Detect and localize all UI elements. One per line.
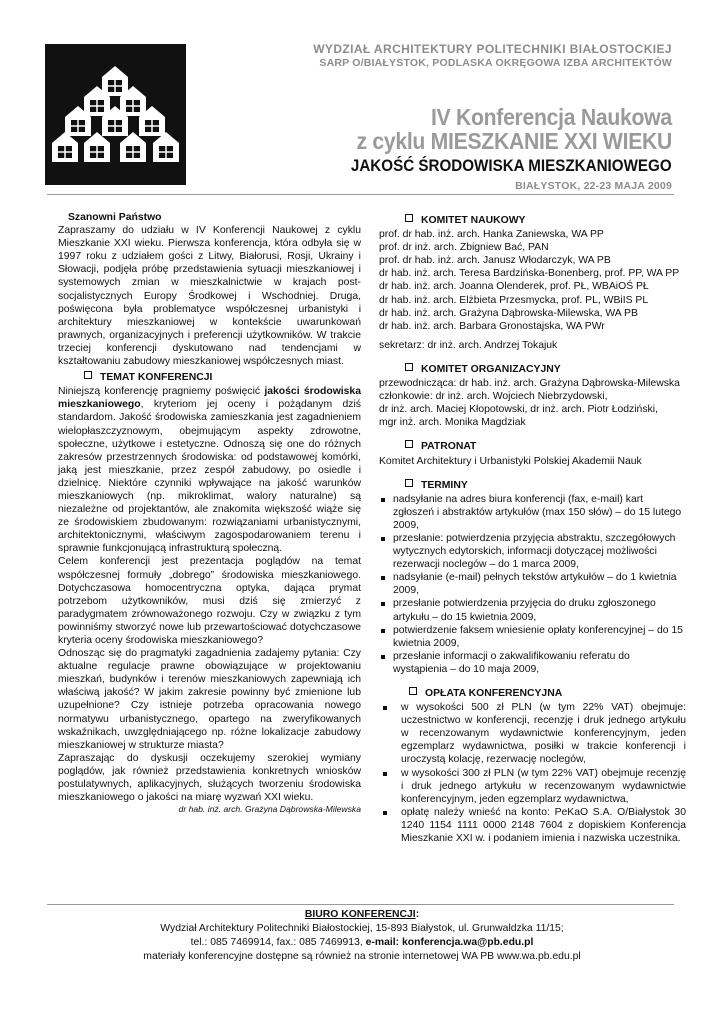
terms-list: [379, 493, 686, 676]
patron-heading: PATRONAT: [379, 440, 686, 453]
intro-paragraph: Zapraszamy do udziału w IV Konferencji Naukowej z cyklu Mieszkanie XXI wieku. Pierwsza konferencja, która odbyła się w 1997 roku z udziałem gości z Litwy, Białorusi, Rosji, Ukrainy i Słowacji, podjęła próbę przedstawienia sytuacji mieszkaniowej i systemowych zmian w mieszkalnictwie w krajach post-socjalistycznych Europy Środkowej i Wschodniej. Druga, poświęcona była problematyce współczesnej urbanistyki i architektury mieszkaniowej w kontekście uwarunkowań prawnych, organizacyjnych i preferencji użytkowników. W trakcie trzeciej konferencji dyskutowano nad tendencjami w kształtowaniu zabudowy mieszkaniowej współczesnych miast.: [58, 225, 361, 368]
fee-item: w wysokości 300 zł PLN (w tym 22% VAT) obejmuje recenzję i druk jednego artykułu w recenzowanym wydawnictwie konferencyjnym, jeden egzemplarz wydawnictwa,: [379, 767, 686, 806]
institution-name: WYDZIAŁ ARCHITEKTURY POLITECHNIKI BIAŁOSTOCKIEJ: [313, 42, 672, 56]
committee-member: prof. dr hab. inż. arch. Janusz Włodarczyk, WA PB: [379, 255, 611, 267]
fee-heading: OPŁATA KONFERENCYJNA: [379, 687, 686, 700]
house-window-bar: [90, 105, 104, 107]
committee-member: dr hab. inż. arch. Grażyna Dąbrowska-Milewska, WA PB: [379, 307, 638, 319]
committee-member: dr hab. inż. arch. Elżbieta Przesmycka, prof. PL, WBiIS PL: [379, 294, 649, 306]
topic-paragraph-2: Celem konferencji jest prezentacja poglądów na temat współczesnej formuły „dobrego” środowiska mieszkaniowego. Dotychczasowa homocentryczna optyka, dająca prymat potrzebom użytkowników, musi dziś się zmierzyć z paradygmatem zrównoważonego rozwoju. Czy w związku z tym powinniśmy stworzyć nowe lub przewartościować dotychczasowe kryteria oceny środowiska mieszkaniowego?: [58, 556, 361, 646]
footer-divider: [47, 904, 674, 905]
terms-item: nadsyłanie (e-mail) pełnych tekstów artykułów – do 1 kwietnia 2009,: [379, 571, 686, 597]
conference-theme: JAKOŚĆ ŚRODOWISKA MIESZKANIOWEGO: [351, 157, 672, 175]
terms-item: nadsyłanie na adres biura konferencji (fax, e-mail) kart zgłoszeń i abstraktów artykułów (max 150 słów) – do 15 lutego 2009,: [379, 493, 686, 532]
right-column: [379, 211, 686, 845]
committee-member: dr hab. inż. arch. Joanna Olenderek, prof. PŁ, WBAiOŚ PŁ: [379, 281, 649, 293]
signature: dr hab. inż. arch. Grażyna Dąbrowska-Milewska: [178, 804, 361, 815]
materials-note: materiały konferencyjne dostępne są również na stronie internetowej WA PB www.wa.pb.edu.pl: [143, 951, 581, 962]
conference-date: BIAŁYSTOK, 22-23 MAJA 2009: [515, 180, 672, 192]
house-window-bar: [159, 151, 173, 153]
header-divider: [47, 194, 674, 195]
org-line: dr inż. arch. Maciej Kłopotowski, dr inż. arch. Piotr Łodziński,: [379, 404, 658, 416]
committee-member: dr hab. inż. arch. Barbara Gronostajska, WA PWr: [379, 320, 605, 332]
sarp-name: SARP O/BIAŁYSTOK, PODLASKA OKRĘGOWA IZBA ARCHITEKTÓW: [319, 57, 672, 69]
conference-title: IV Konferencja Naukowa: [431, 104, 672, 130]
house-window-bar: [126, 151, 140, 153]
terms-item: przesłanie informacji o zakwalifikowaniu referatu do wystąpienia – do 10 maja 2009,: [379, 650, 686, 676]
org-line: przewodnicząca: dr hab. inż. arch. Grażyna Dąbrowska-Milewska: [379, 378, 680, 390]
topic-paragraph-4: Zapraszając do dyskusji oczekujemy szerokiej wymiany poglądów, jak również przedstawienia konkretnych wniosków postulatywnych, aplikacyjnych, służących tworzeniu środowiska mieszkaniowego o jakości na miarę wyzwań XXI wieku.: [58, 752, 361, 804]
house-window-bar: [108, 85, 122, 87]
org-line: mgr inż. arch. Monika Magdziak: [379, 417, 526, 429]
house-window-bar: [108, 125, 122, 127]
office-email[interactable]: e-mail: konferencja.wa@pb.edu.pl: [365, 937, 534, 948]
terms-heading: TERMINY: [379, 479, 686, 492]
committee-member: prof. dr hab. inż. arch. Hanka Zaniewska, WA PP: [379, 229, 604, 241]
house-window-bar: [90, 151, 104, 153]
checkbox-icon: [405, 479, 413, 487]
house-window-bar: [126, 105, 140, 107]
committee-member: dr hab. inż. arch. Teresa Bardzińska-Bonenberg, prof. PP, WA PP: [379, 268, 680, 280]
left-column: [58, 211, 361, 815]
houses-logo-icon: [45, 44, 186, 185]
topic-heading: TEMAT KONFERENCJI: [58, 371, 361, 384]
checkbox-icon: [405, 214, 413, 222]
secretary: sekretarz: dr inż. arch. Andrzej Tokajuk: [379, 339, 558, 351]
committee-heading: KOMITET NAUKOWY: [379, 214, 686, 227]
fee-list: [379, 701, 686, 845]
fee-item: w wysokości 500 zł PLN (w tym 22% VAT) obejmuje: uczestnictwo w konferencji, recenzję i druk jednego artykułu w recenzowanym wydawnictwie konferencyjnym, jeden egzemplarz wydawnictwa, posiłki w trakcie konferencji i uroczystą kolację, rezerwację noclegów,: [379, 701, 686, 766]
org-heading: KOMITET ORGANIZACYJNY: [379, 363, 686, 376]
committee-member: prof. dr inż. arch. Zbigniew Bać, PAN: [379, 242, 549, 254]
patron-text: Komitet Architektury i Urbanistyki Polskiej Akademii Nauk: [379, 455, 642, 467]
checkbox-icon: [405, 363, 413, 371]
fee-item: opłatę należy wnieść na konto: PeKaO S.A. O/Białystok 30 1240 1154 1111 0000 2148 7604 z dopiskiem Konferencja Mieszkanie XXI w. i podaniem imienia i nazwiska uczestnika.: [379, 806, 686, 845]
checkbox-icon: [405, 440, 413, 448]
house-window-bar: [145, 125, 159, 127]
terms-item: potwierdzenie faksem wniesienie opłaty konferencyjnej – do 15 kwietnia 2009,: [379, 624, 686, 650]
checkbox-icon: [84, 371, 92, 379]
org-line: członkowie: dr inż. arch. Wojciech Niebrzydowski,: [379, 391, 608, 403]
houses-logo-graphic: [45, 44, 186, 185]
terms-item: przesłanie potwierdzenia przyjęcia do druku zgłoszonego artykułu – do 15 kwietnia 2009,: [379, 597, 686, 623]
conference-series: z cyklu MIESZKANIE XXI WIEKU: [356, 128, 672, 154]
topic-paragraph-1: Niniejszą konferencję pragniemy poświęcić jakości środowiska mieszkaniowego, kryteriom jej oceny i pożądanym dziś standardom. Jakość środowiska zamieszkania jest zagadnieniem wielopłaszczyznowym, obejmującym aspekty zdrowotne, społeczne, użytkowe i estetyczne. Odnoszą się one do różnych zakresów przestrzennych środowiska: od podstawowej komórki, jaką jest mieszkanie, przez zespół zabudowy, po osiedle i dzielnicę. Niektóre czynniki wpływające na jakość warunków mieszkaniowych (np. mikroklimat, walory naturalne) są niezależne od projektantów, ale znakomita większość wiąże się ze środowiskiem zbudowanym: rozwiązaniami urbanistycznymi, architektonicznymi, właściwym zagospodarowaniem terenu i sprawnie funkcjonującą infrastrukturą społeczną.: [58, 386, 361, 555]
house-window-bar: [71, 125, 85, 127]
house-window-bar: [58, 151, 72, 153]
topic-paragraph-3: Odnosząc się do pragmatyki zagadnienia zadajemy pytania: Czy aktualne regulacje prawne obowiązujące w projektowaniu mieszkań, budynków i terenów mieszkaniowych zapewniają ich właściwą jakość? W jakim zakresie powinny być zmienione lub uzupełnione? Czy istnieje potrzeba opracowania nowego normatywu urbanistycznego, opartego na zweryfikowanych wskaźnikach, uwzględniającego np. różne lokalizacje zabudowy mieszkaniowej w strukturze miasta?: [58, 648, 361, 751]
terms-item: przesłanie: potwierdzenia przyjęcia abstraktu, szczegółowych wytycznych edytorskich, informacji dotyczącej możliwości rezerwacji noclegów – do 1 marca 2009,: [379, 532, 686, 571]
office-address: Wydział Architektury Politechniki Białostockiej, 15-893 Białystok, ul. Grunwaldzka 11/15;: [160, 923, 564, 934]
greeting: Szanowni Państwo: [68, 212, 162, 223]
checkbox-icon: [409, 687, 417, 695]
committee-list: [379, 228, 686, 333]
office-heading: BIURO KONFERENCJI:: [304, 909, 420, 920]
office-contact: tel.: 085 7469914, fax.: 085 7469913, e-mail: konferencja.wa@pb.edu.pl: [190, 937, 534, 948]
